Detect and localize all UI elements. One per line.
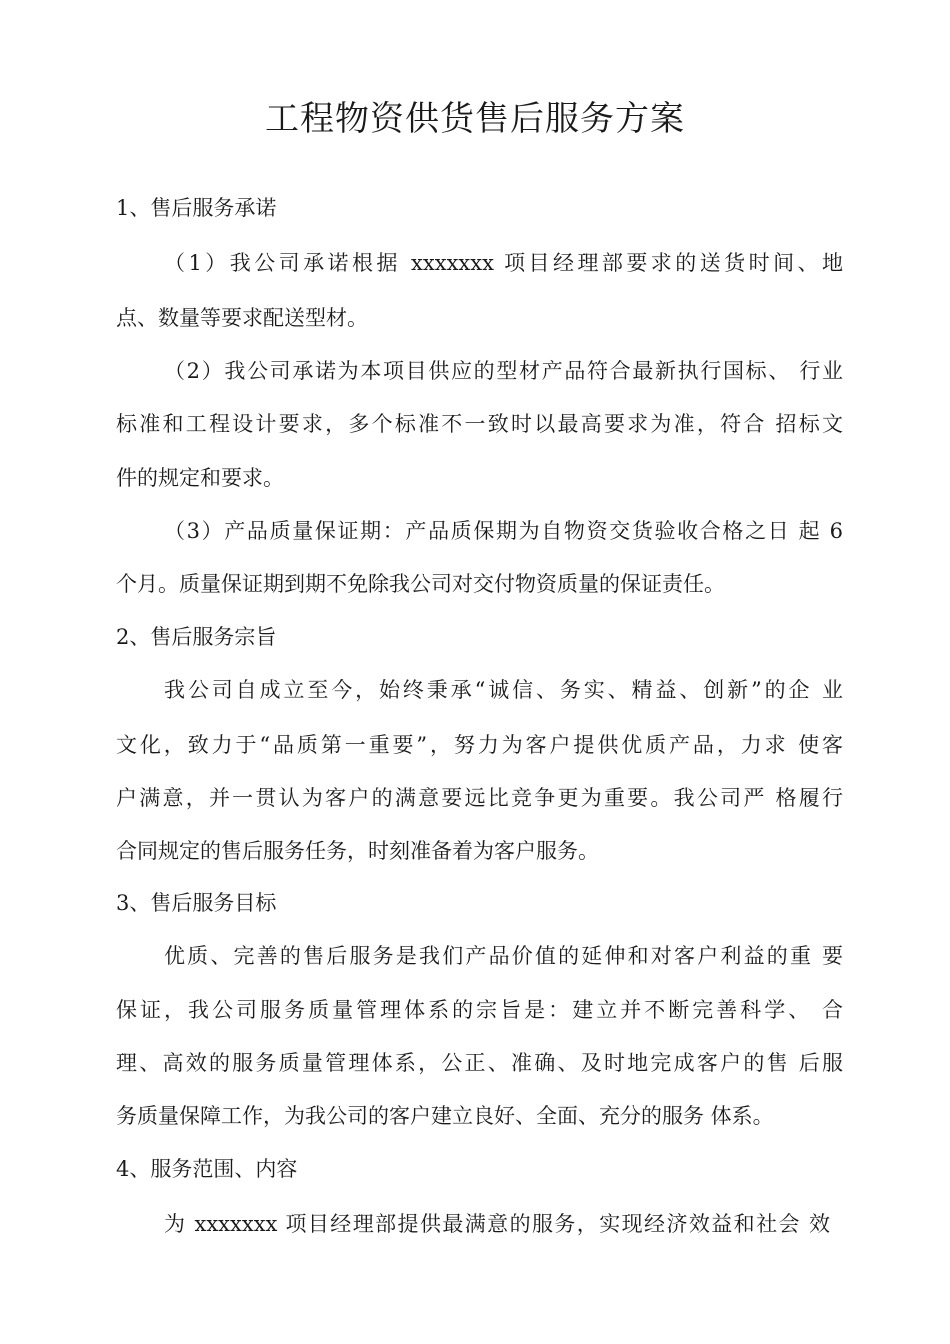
paragraph-line: （3）产品质量保证期：产品质保期为自物资交货验收合格之日 起 6 bbox=[164, 519, 843, 543]
paragraph-line: 务质量保障工作，为我公司的客户建立良好、全面、充分的服务 体系。 bbox=[116, 1104, 774, 1128]
paragraph-line: （2）我公司承诺为本项目供应的型材产品符合最新执行国标、 行业 bbox=[164, 359, 843, 383]
paragraph-line: 点、数量等要求配送型材。 bbox=[116, 306, 368, 330]
paragraph-line: 文化，致力于“品质第一重要”，努力为客户提供优质产品，力求 使客 bbox=[116, 733, 843, 757]
section-heading-4: 4、服务范围、内容 bbox=[116, 1157, 298, 1181]
paragraph-line: 合同规定的售后服务任务，时刻准备着为客户服务。 bbox=[116, 839, 599, 863]
paragraph-line: 标准和工程设计要求，多个标准不一致时以最高要求为准，符合 招标文 bbox=[116, 412, 843, 436]
document-title: 工程物资供货售后服务方案 bbox=[265, 99, 685, 139]
paragraph-line: 个月。质量保证期到期不免除我公司对交付物资质量的保证责任。 bbox=[116, 572, 725, 596]
paragraph-line: 我公司自成立至今，始终秉承“诚信、务实、精益、创新”的企 业 bbox=[164, 678, 843, 702]
paragraph-line: 户满意，并一贯认为客户的满意要远比竞争更为重要。我公司严 格履行 bbox=[116, 786, 843, 810]
paragraph-line: （1）我公司承诺根据 xxxxxxx 项目经理部要求的送货时间、地 bbox=[164, 251, 843, 275]
paragraph-line: 理、高效的服务质量管理体系，公正、准确、及时地完成客户的售 后服 bbox=[116, 1051, 843, 1075]
section-heading-2: 2、售后服务宗旨 bbox=[116, 625, 277, 649]
paragraph-line: 保证，我公司服务质量管理体系的宗旨是：建立并不断完善科学、 合 bbox=[116, 998, 843, 1022]
paragraph-line: 件的规定和要求。 bbox=[116, 466, 284, 490]
section-heading-1: 1、售后服务承诺 bbox=[116, 196, 277, 220]
paragraph-line: 优质、完善的售后服务是我们产品价值的延伸和对客户利益的重 要 bbox=[164, 944, 843, 968]
paragraph-line: 为 xxxxxxx 项目经理部提供最满意的服务，实现经济效益和社会 效 bbox=[164, 1212, 830, 1236]
section-heading-3: 3、售后服务目标 bbox=[116, 891, 277, 915]
